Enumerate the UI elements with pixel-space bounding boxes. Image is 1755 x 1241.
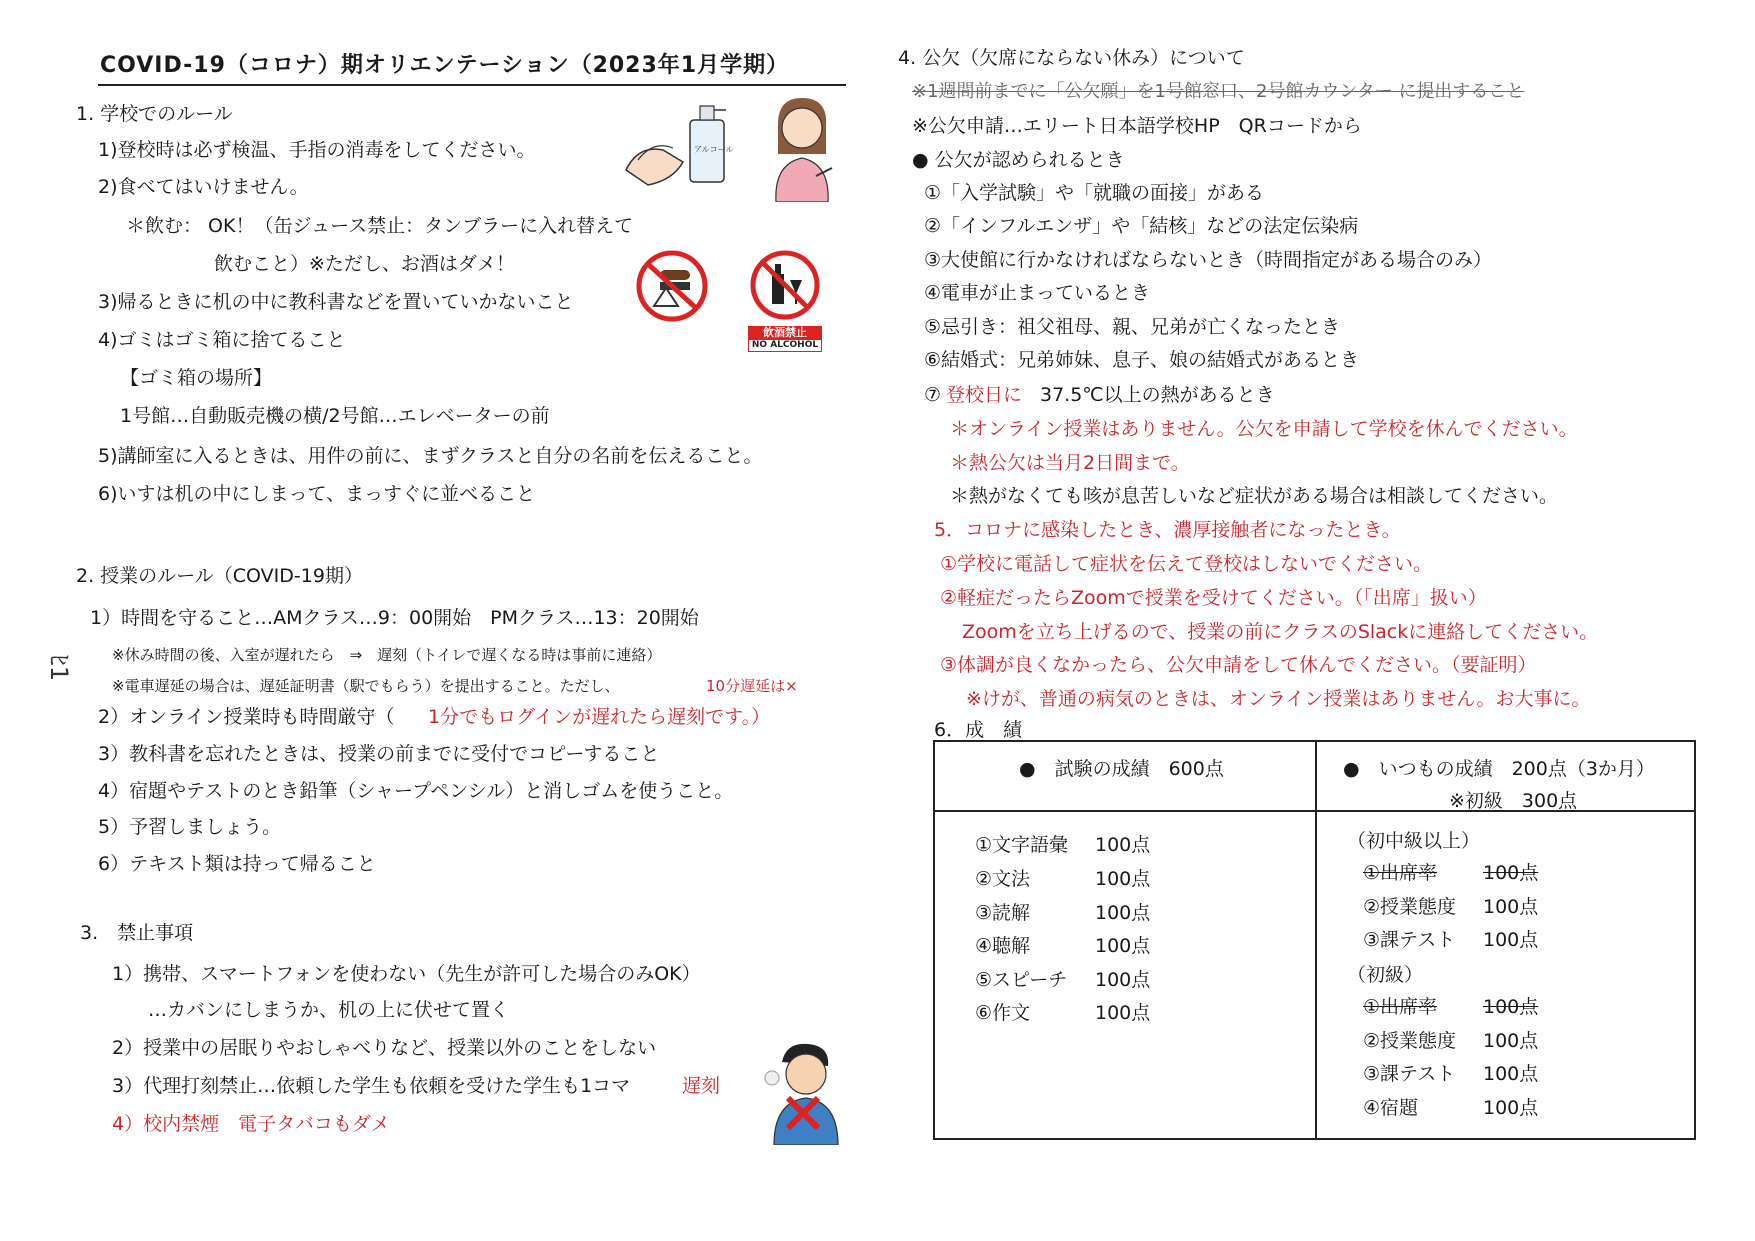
regular-header-cell — [1316, 741, 1695, 811]
regular-item-name: ③課テスト — [1363, 929, 1456, 951]
rule-item: 5)講師室に入るときは、用件の前に、まずクラスと自分の名前を伝えること。 — [98, 445, 763, 467]
covid-item: ③体調が良くなかったら、公欠申請をして休んでください。（要証明） — [940, 654, 1537, 676]
covid-item: Zoomを立ち上げるので、授業の前にクラスのSlackに連絡してください。 — [962, 621, 1599, 643]
regular-item-name: ③課テスト — [1363, 1063, 1456, 1085]
regular-item-points: 100点 — [1483, 929, 1539, 951]
exam-item-points: 100点 — [1095, 868, 1151, 890]
exam-item-name: ④聴解 — [975, 935, 1031, 957]
regular-items-cell — [1316, 811, 1695, 1139]
exam-item-points: 100点 — [1095, 969, 1151, 991]
exam-item-points: 100点 — [1095, 1002, 1151, 1024]
regular-item-points: 100点 — [1483, 896, 1539, 918]
rule-item: 4）宿題やテストのとき鉛筆（シャープペンシル）と消しゴムを使うこと。 — [98, 780, 734, 802]
hand-sanitizer-illustration — [618, 100, 736, 195]
regular-header: ● いつもの成績 200点（3か月） — [1343, 758, 1655, 780]
level-label: （初級） — [1347, 964, 1424, 986]
rule-item: 4)ゴミはゴミ箱に捨てること — [98, 329, 346, 351]
no-alcohol-badge-jp: 飲酒禁止 — [748, 326, 822, 339]
covid-item: ※けが、普通の病気のときは、オンライン授業はありません。お大事に。 — [966, 688, 1591, 710]
margin-note: ﾋ1 — [45, 653, 74, 682]
rule-item: 1）時間を守ること…AMクラス…9：00開始 PMクラス…13：20開始 — [90, 607, 699, 629]
no-food-icon — [636, 250, 708, 322]
exam-item-name: ⑥作文 — [975, 1002, 1031, 1024]
condition-item: ⑥結婚式：兄弟姉妹、息子、娘の結婚式があるとき — [924, 349, 1360, 371]
regular-item-name: ②授業態度 — [1363, 896, 1457, 918]
temperature-check-illustration — [758, 94, 844, 202]
rule-item: 2)食べてはいけません。 — [98, 176, 309, 198]
page-title: COVID-19（コロナ）期オリエンテーション（2023年1月学期） — [100, 53, 790, 78]
rule-item: …カバンにしまうか、机の上に伏せて置く — [148, 999, 510, 1021]
rule-item: ＊飲む： OK！（缶ジュース禁止：タンブラーに入れ替えて — [126, 215, 634, 237]
regular-item-name-struck: ①出席率 — [1363, 862, 1438, 884]
title-underline — [98, 84, 846, 86]
apply-note: ※公欠申請…エリート日本語学校HP QRコードから — [912, 115, 1362, 137]
condition-item: ⑦ — [924, 384, 942, 406]
condition-item: ②「インフルエンザ」や「結核」などの法定伝染病 — [924, 215, 1359, 237]
covid-item: ①学校に電話して症状を伝えて登校はしないでください。 — [940, 553, 1433, 575]
rule-item: 6)いすは机の中にしまって、まっすぐに並べること — [98, 483, 536, 505]
exam-item-points: 100点 — [1095, 935, 1151, 957]
regular-item-points: 100点 — [1483, 1097, 1539, 1119]
condition-item: ①「入学試験」や「就職の面接」がある — [924, 182, 1265, 204]
regular-subheader: ※初級 300点 — [1449, 790, 1578, 812]
condition-item: 37.5℃以上の熱があるとき — [1040, 384, 1275, 406]
section-heading: 4. 公欠（欠席にならない休み）について — [898, 47, 1245, 69]
regular-item-points: 100点 — [1483, 1063, 1539, 1085]
condition-note-red: ＊オンライン授業はありません。公欠を申請して学校を休んでください。 — [950, 418, 1578, 440]
exam-header: ● 試験の成績 600点 — [1019, 758, 1224, 780]
rule-item-red: 遅刻 — [682, 1075, 721, 1097]
struck-note: ※1週間前までに「公欠願」を1号館窓口、2号館カウンター に提出すること — [912, 81, 1525, 102]
rule-item: 1号館…自動販売機の横/2号館…エレベーターの前 — [120, 405, 550, 427]
covid-item: ②軽症だったらZoomで授業を受けてください。（「出席」扱い） — [940, 587, 1487, 609]
exam-header-cell — [934, 741, 1316, 811]
rule-item-red: 1分でもログインが遅れたら遅刻です。） — [428, 706, 771, 728]
regular-item-name: ④宿題 — [1363, 1097, 1419, 1119]
rule-item: 2）授業中の居眠りやおしゃべりなど、授業以外のことをしない — [112, 1037, 657, 1059]
section-heading: 6．成 績 — [934, 719, 1023, 741]
rule-item-red: 4）校内禁煙 電子タバコもダメ — [112, 1113, 390, 1135]
section-heading: 1. 学校でのルール — [76, 103, 233, 125]
exam-item-name: ③読解 — [975, 902, 1031, 924]
sanitizer-label: アルコール — [694, 145, 734, 154]
rule-item: 5）予習しましょう。 — [98, 816, 282, 838]
condition-item-red: 登校日に — [946, 384, 1023, 406]
rule-note: ※休み時間の後、入室が遅れたら ⇒ 遅刻（トイレで遅くなる時は事前に連絡） — [112, 646, 662, 664]
exam-item-name: ⑤スピーチ — [975, 969, 1068, 991]
no-alcohol-badge-en: NO ALCOHOL — [748, 339, 822, 352]
condition-item: ⑤忌引き：祖父祖母、親、兄弟が亡くなったとき — [924, 316, 1341, 338]
regular-item-name-struck: ①出席率 — [1363, 996, 1438, 1018]
rule-item: 飲むこと）※ただし、お酒はダメ！ — [214, 253, 515, 275]
rule-note-red: 10分遅延は× — [706, 677, 798, 695]
section-heading: 5．コロナに感染したとき、濃厚接触者になったとき。 — [934, 519, 1401, 541]
regular-item-points: 100点 — [1483, 1030, 1539, 1052]
rule-item: 6）テキスト類は持って帰ること — [98, 853, 376, 875]
rule-item: 2）オンライン授業時も時間厳守（ — [98, 706, 395, 728]
exam-item-name: ②文法 — [975, 868, 1031, 890]
regular-item-name: ②授業態度 — [1363, 1030, 1457, 1052]
regular-item-points-struck: 100点 — [1483, 996, 1539, 1018]
rule-item: 3）教科書を忘れたときは、授業の前までに受付でコピーすること — [98, 743, 660, 765]
rule-item: 3）代理打刻禁止…依頼した学生も依頼を受けた学生も1コマ — [112, 1075, 631, 1097]
exam-item-points: 100点 — [1095, 902, 1151, 924]
regular-item-points-struck: 100点 — [1483, 862, 1539, 884]
rule-note: ※電車遅延の場合は、遅延証明書（駅でもらう）を提出すること。ただし、 — [112, 677, 620, 695]
condition-item: ③大使館に行かなければならないとき（時間指定がある場合のみ） — [924, 249, 1493, 271]
smoking-prohibited-illustration — [760, 1040, 840, 1145]
condition-item: ④電車が止まっているとき — [924, 282, 1151, 304]
exam-item-points: 100点 — [1095, 834, 1151, 856]
rule-item: 1)登校時は必ず検温、手指の消毒をしてください。 — [98, 139, 536, 161]
section-heading: 3. 禁止事項 — [80, 922, 194, 944]
rule-item: 【ゴミ箱の場所】 — [120, 367, 273, 389]
exam-items-cell — [934, 811, 1316, 1139]
exam-item-name: ①文字語彙 — [975, 834, 1069, 856]
grades-table — [933, 740, 1696, 1140]
condition-note-red: ＊熱公欠は当月2日間まで。 — [950, 452, 1190, 474]
section-heading: 2. 授業のルール（COVID-19期） — [76, 565, 363, 587]
conditions-heading: ● 公欠が認められるとき — [912, 149, 1125, 171]
condition-note: ＊熱がなくても咳が息苦しいなど症状がある場合は相談してください。 — [950, 485, 1559, 507]
rule-item: 3)帰るときに机の中に教科書などを置いていかないこと — [98, 291, 574, 313]
rule-item: 1）携帯、スマートフォンを使わない（先生が許可した場合のみOK） — [112, 963, 701, 985]
level-label: （初中級以上） — [1347, 830, 1481, 852]
no-alcohol-icon — [750, 250, 820, 320]
